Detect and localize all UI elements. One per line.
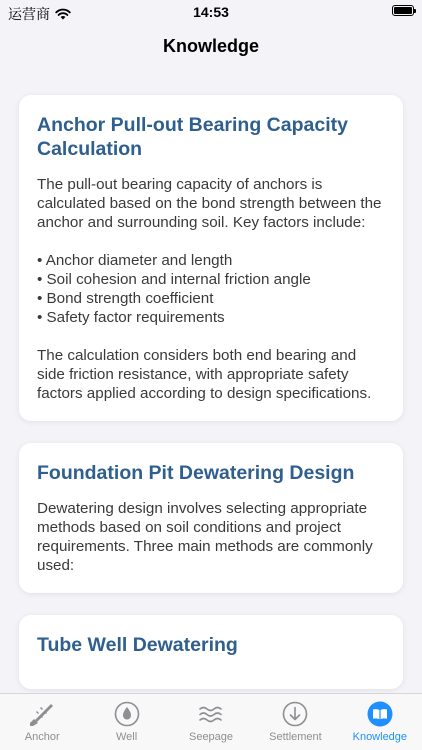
card-body — [37, 499, 385, 575]
page-title: Knowledge — [162, 36, 259, 56]
tab-label: Anchor — [24, 731, 60, 743]
tab-settlement[interactable] — [253, 694, 337, 750]
tab-label: Knowledge — [352, 731, 408, 743]
list-item: • Anchor diameter and length — [37, 252, 233, 269]
tab-label: Well — [116, 731, 138, 743]
knowledge-list[interactable] — [19, 95, 403, 711]
card-title: Tube Well Dewatering — [37, 634, 238, 656]
tab-knowledge[interactable] — [338, 694, 422, 750]
status-right — [392, 5, 414, 16]
carrier-label: 运营商 — [8, 6, 50, 22]
anchor-drill-icon — [29, 701, 55, 727]
tab-label: Seepage — [188, 731, 234, 743]
card-title: Foundation Pit Dewatering Design — [37, 462, 355, 484]
card-title: Anchor Pull-out Bearing Capacity Calculation — [37, 114, 348, 160]
tab-anchor[interactable] — [0, 694, 84, 750]
tab-label: Settlement — [269, 731, 322, 743]
waves-icon — [198, 701, 224, 727]
book-icon — [367, 701, 393, 727]
list-item: • Bond strength coefficient — [37, 290, 214, 307]
status-time: 14:53 — [193, 4, 229, 20]
arrow-down-circle-icon — [282, 701, 308, 727]
status-bar — [0, 0, 422, 24]
card-body — [37, 175, 385, 403]
knowledge-card-anchor[interactable] — [19, 95, 403, 421]
list-item: • Safety factor requirements — [37, 309, 225, 326]
card-outro: The calculation considers both end bearing and side friction resistance, with appropriate safety factors applied according to design specifications. — [37, 347, 372, 402]
tab-bar — [0, 693, 422, 750]
knowledge-card-dewatering[interactable] — [19, 443, 403, 593]
factor-list — [37, 251, 385, 327]
tab-seepage[interactable] — [169, 694, 253, 750]
water-drop-icon — [114, 701, 140, 727]
list-item: • Soil cohesion and internal friction angle — [37, 271, 311, 288]
knowledge-card-tube-well[interactable] — [19, 615, 403, 689]
battery-icon — [392, 5, 414, 16]
tab-well[interactable] — [84, 694, 168, 750]
card-intro: The pull-out bearing capacity of anchors is calculated based on the bond strength between the anchor and surrounding soil. Key factors include: — [37, 176, 382, 231]
card-intro: Dewatering design involves selecting appropriate methods based on soil conditions and project requirements. Three main methods are commonly used: — [37, 500, 373, 574]
battery-fill — [394, 7, 412, 14]
